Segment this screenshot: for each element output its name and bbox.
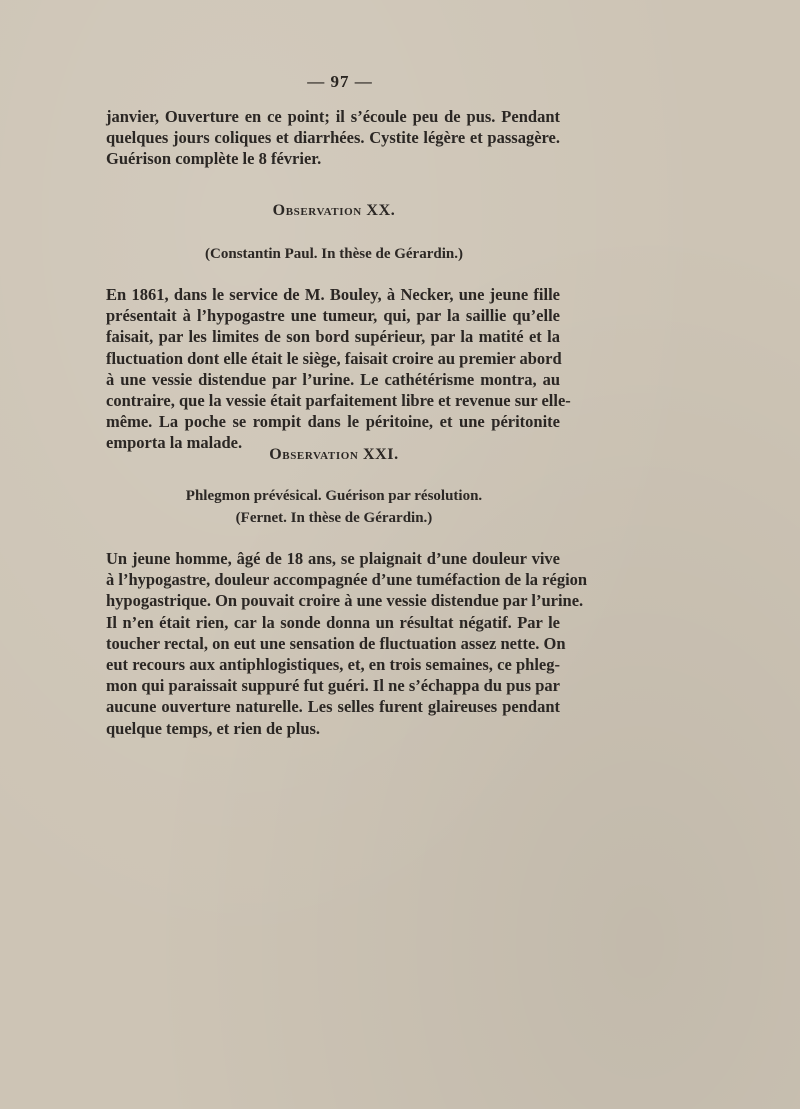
text-line: quelques jours coliques et diarrhées. Cystite légère et passagère. [106, 128, 560, 148]
text-line: hypogastrique. On pouvait croire à une vessie distendue par l’urine. [106, 591, 584, 611]
observation-21-source: (Fernet. In thèse de Gérardin.) [235, 510, 433, 526]
observation-20-paragraph [106, 284, 571, 454]
text-line: fluctuation dont elle était le siège, faisait croire au premier abord [106, 348, 562, 368]
text-line: présentait à l’hypogastre une tumeur, qui, par la saillie qu’elle [106, 306, 560, 326]
text-line: Un jeune homme, âgé de 18 ans, se plaignait d’une douleur vive [106, 549, 560, 568]
text-line: Guérison complète le 8 février. [106, 149, 322, 169]
text-line: à une vessie distendue par l’urine. Le cathétérisme montra, au [106, 369, 560, 389]
text-line: mon qui paraissait suppuré fut guéri. Il ne s’échappa du pus par [106, 676, 560, 696]
observation-20-source: (Constantin Paul. In thèse de Gérardin.) [205, 246, 463, 262]
text-line: En 1861, dans le service de M. Bouley, à Necker, une jeune fille [106, 285, 560, 304]
text-line: Il n’en était rien, car la sonde donna un résultat négatif. Par le [106, 612, 560, 632]
text-line: contraire, que la vessie était parfaitement libre et revenue sur elle- [106, 390, 571, 410]
text-line: aucune ouverture naturelle. Les selles furent glaireuses pendant [106, 697, 560, 717]
text-line: emporta la malade. [106, 433, 243, 453]
text-line: toucher rectal, on eut une sensation de fluctuation assez nette. On [106, 633, 566, 653]
text-line: eut recours aux antiphlogistiques, et, en trois semaines, ce phleg- [106, 654, 560, 674]
text-line: janvier, Ouverture en ce point; il s’écoule peu de pus. Pendant [106, 107, 560, 126]
intro-paragraph [106, 106, 560, 170]
text-line: faisait, par les limites de son bord supérieur, par la matité et la [106, 327, 560, 347]
text-line: à l’hypogastre, douleur accompagnée d’une tuméfaction de la région [106, 570, 588, 590]
text-line: même. La poche se rompit dans le péritoine, et une péritonite [106, 412, 560, 432]
observation-21-subtitle: Phlegmon prévésical. Guérison par résolution. [185, 488, 483, 504]
observation-21-paragraph [106, 548, 588, 739]
page-number: — 97 — [307, 72, 373, 91]
observation-21-heading: Observation XXI. [269, 446, 399, 463]
observation-20-heading: Observation XX. [272, 202, 396, 219]
text-line: quelque temps, et rien de plus. [106, 718, 321, 738]
